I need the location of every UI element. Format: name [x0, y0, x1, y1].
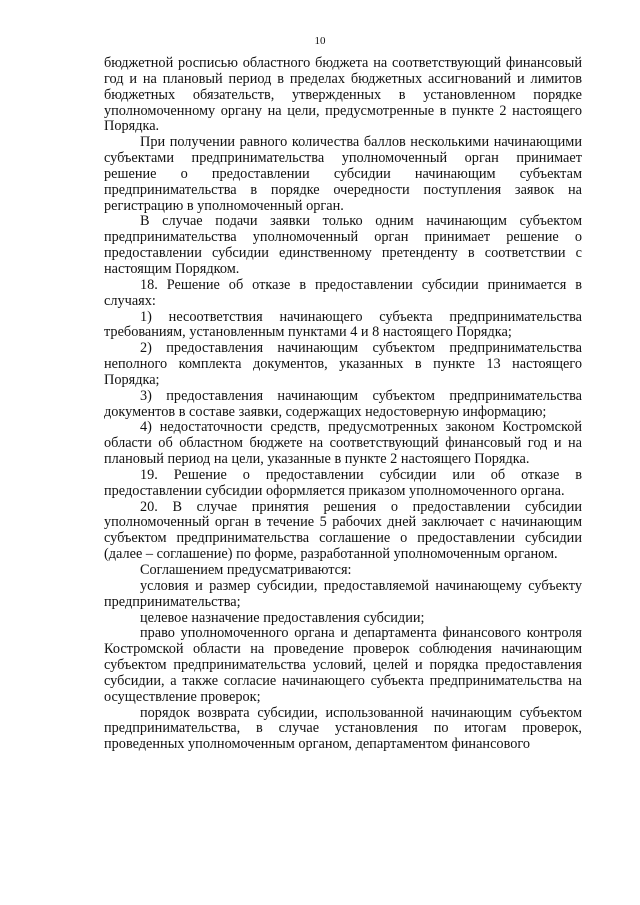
clause-20-agreement: 20. В случае принятия решения о предоставлении субсидии уполномоченный орган в течение 5 рабочих дней заключает с начинающим субъектом предпринимательства соглашение о предоставлении субсидии (далее – соглашение) по форме, разработанной уполномоченным органом.	[104, 498, 582, 563]
provision-purpose: целевое назначение предоставления субсидии;	[140, 609, 425, 626]
page-number: 10	[314, 35, 326, 47]
refusal-reason-2: 2) предоставления начинающим субъектом предпринимательства неполного комплекта документов, указанных в пункте 13 настоящего Порядка;	[104, 340, 582, 388]
paragraph-equal-scores: При получении равного количества баллов несколькими начинающими субъектами предпринимательства уполномоченный орган принимает решение о предоставлении субсидии начинающим субъектам предпринимательства в порядке очередности поступления заявок на регистрацию в уполномоченный орган.	[104, 134, 582, 214]
provision-inspection-right: право уполномоченного органа и департамента финансового контроля Костромской области на проведение проверок соблюдения начинающим субъектом предпринимательства условий, целей и порядка предоставления субсидии, а также согласие начинающего субъекта предпринимательства на осуществление проверок;	[104, 625, 582, 705]
agreement-provisions-intro: Соглашением предусматриваются:	[140, 562, 352, 578]
refusal-reason-3: 3) предоставления начинающим субъектом предпринимательства документов в составе заявки, содержащих недостоверную информацию;	[104, 387, 582, 420]
document-body	[104, 56, 582, 753]
refusal-reason-1: 1) несоответствия начинающего субъекта предпринимательства требованиям, установленным пунктами 4 и 8 настоящего Порядка;	[104, 308, 582, 341]
refusal-reason-4: 4) недостаточности средств, предусмотренных законом Костромской области об областном бюджете на соответствующий финансовый год и на плановый период на цели, указанные в пункте 2 настоящего Порядка.	[104, 419, 582, 468]
paragraph-single-applicant: В случае подачи заявки только одним начинающим субъектом предпринимательства уполномоченный орган принимает решение о предоставлении субсидии единственному претенденту в соответствии с настоящим Порядком.	[104, 213, 582, 277]
provision-refund-order: порядок возврата субсидии, использованной начинающим субъектом предпринимательства, в случае установления по итогам проверок, проведенных уполномоченным органом, департаментом финансового	[104, 704, 582, 753]
clause-19-order: 19. Решение о предоставлении субсидии или об отказе в предоставлении субсидии оформляется приказом уполномоченного органа.	[104, 466, 582, 499]
clause-18-refusal: 18. Решение об отказе в предоставлении субсидии принимается в случаях:	[104, 276, 582, 309]
paragraph-budget-allocation: бюджетной росписью областного бюджета на соответствующий финансовый год и на плановый период в пределах бюджетных ассигнований и лимитов бюджетных обязательств, утвержденных в установленном порядке уполномоченному органу на цели, предусмотренные в пункте 2 настоящего Порядка.	[104, 55, 582, 135]
provision-conditions: условия и размер субсидии, предоставляемой начинающему субъекту предпринимательства;	[104, 577, 582, 610]
